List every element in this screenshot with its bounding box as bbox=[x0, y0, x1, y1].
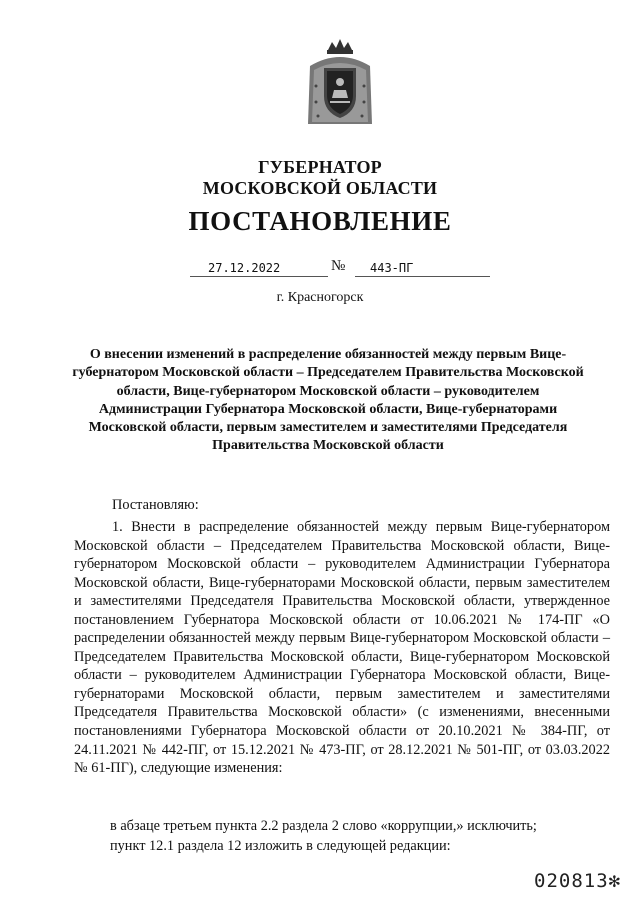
coat-of-arms-icon bbox=[302, 36, 378, 128]
document-number: 443-ПГ bbox=[370, 261, 414, 275]
document-title: О внесении изменений в распределение обязанностей между первым Вице-губернатором Московской области – Председателем Правительства Московской области, Вице-губернатором Московской области – руководителем Администрации Губернатора Московской области, Вице-губернаторами Московской области, первым заместителем и заместителями Председателя Правительства Московской области bbox=[72, 347, 584, 454]
change-item-1: в абзаце третьем пункта 2.2 раздела 2 слово «коррупции,» исключить; bbox=[110, 818, 537, 834]
number-underline bbox=[355, 276, 490, 277]
date-number-line bbox=[190, 259, 500, 281]
number-sign: № bbox=[331, 258, 346, 274]
document-date: 27.12.2022 bbox=[208, 261, 281, 275]
region-heading: МОСКОВСКОЙ ОБЛАСТИ bbox=[202, 178, 438, 198]
document-type-heading: ПОСТАНОВЛЕНИЕ bbox=[188, 206, 452, 236]
date-underline bbox=[190, 276, 328, 277]
change-item-2: пункт 12.1 раздела 12 изложить в следующей редакции: bbox=[110, 838, 451, 854]
serial-number: 020813✻ bbox=[534, 870, 622, 892]
city-line: г. Красногорск bbox=[276, 290, 364, 305]
resolve-line: Постановляю: bbox=[112, 497, 199, 513]
governor-heading: ГУБЕРНАТОР bbox=[258, 157, 382, 177]
paragraph-1: 1. Внести в распределение обязанностей между первым Вице-губернатором Московской области – Председателем Правительства Московской области, Вице-губернатором Московской области – руководителем Администрации Губернатора Московской области, Вице-губернаторами Московской области, первым заместителем и заместителями Председателя Правительства Московской области, утвержденное постановлением Губернатора Московской области от 10.06.2021 № 174-ПГ «О распределении обязанностей между первым Вице-губернатором Московской области – Председателем Правительства Московской области, Вице-губернатором Московской области – руководителем Администрации Губернатора Московской области, Вице-губернаторами Московской области, первым заместителем и заместителями Председателя Правительства Московской области» (с изменениями, внесенными постановлениями Губернатора Московской области от 20.10.2021 № 384-ПГ, от 24.11.2021 № 442-ПГ, от 15.12.2021 № 473-ПГ, от 28.12.2021 № 501-ПГ, от 03.03.2022 № 61-ПГ), следующие изменения: bbox=[74, 519, 610, 777]
